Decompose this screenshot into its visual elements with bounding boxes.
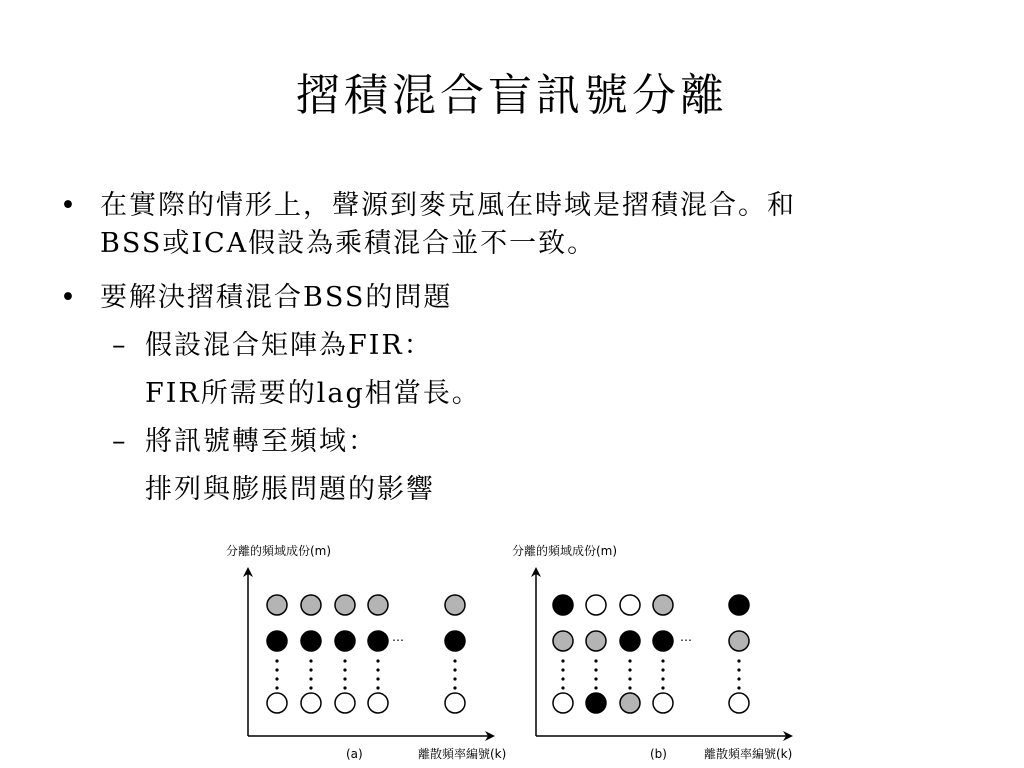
panel-b-y-axis-label: 分離的頻域成份(m) xyxy=(512,544,618,558)
panel-a-vdot-c1-1 xyxy=(309,668,312,671)
sub-bullet-marker: – xyxy=(112,426,126,457)
panel-a-vdot-c2-1 xyxy=(343,668,346,671)
panel-b-vdot-c3-2 xyxy=(661,677,664,680)
panel-a-vdot-c4-1 xyxy=(453,668,456,671)
sub-bullet-marker: – xyxy=(112,330,126,361)
panel-a-dot-r2-c2 xyxy=(335,693,355,713)
panel-b-vdot-c2-1 xyxy=(628,668,631,671)
panel-b-dot-r2-c4 xyxy=(729,693,749,713)
panel-b-vdot-c2-0 xyxy=(628,659,631,662)
panel-b-vdot-c3-3 xyxy=(661,686,664,689)
panel-a-vdot-c1-0 xyxy=(309,659,312,662)
panel-a-vdot-c2-3 xyxy=(343,686,346,689)
panel-b-vdot-c1-3 xyxy=(594,686,597,689)
panel-b-dot-r2-c3 xyxy=(653,693,673,713)
panel-a-dot-r1-c4 xyxy=(445,631,465,651)
panel-a-vdot-c2-2 xyxy=(343,677,346,680)
panel-b-dot-r1-c4 xyxy=(729,631,749,651)
panel-a-caption: (a) xyxy=(346,747,363,761)
bullet-marker: • xyxy=(60,190,76,221)
panel-a-dot-r0-c4 xyxy=(445,595,465,615)
panel-b-dot-r1-c1 xyxy=(586,631,606,651)
panel-b-dot-r2-c2 xyxy=(620,693,640,713)
frequency-permutation-diagram xyxy=(0,530,1024,768)
bullet-2-line-1: 要解決摺積混合BSS的問題 xyxy=(100,282,453,313)
panel-a-dot-r2-c0 xyxy=(267,693,287,713)
panel-b-vdot-c1-0 xyxy=(594,659,597,662)
panel-b-vdot-c4-0 xyxy=(737,659,740,662)
slide-title: 摺積混合盲訊號分離 xyxy=(296,70,728,121)
panel-a-dot-r0-c3 xyxy=(368,595,388,615)
panel-a-dot-r2-c4 xyxy=(445,693,465,713)
panel-b-dot-r0-c4 xyxy=(729,595,749,615)
panel-b-x-axis-label: 離散頻率編號(k) xyxy=(704,747,793,761)
sub-bullet-2-line-1: 將訊號轉至頻域： xyxy=(145,426,377,457)
panel-a-dot-r1-c3 xyxy=(368,631,388,651)
panel-b-dot-r2-c1 xyxy=(586,693,606,713)
panel-b-vdot-c4-1 xyxy=(737,668,740,671)
panel-b-dot-r0-c3 xyxy=(653,595,673,615)
panel-a-vdot-c4-3 xyxy=(453,686,456,689)
panel-a-vdot-c0-1 xyxy=(275,668,278,671)
panel-b-vdot-c3-0 xyxy=(661,659,664,662)
panel-a-vdot-c0-2 xyxy=(275,677,278,680)
panel-a-vdot-c1-3 xyxy=(309,686,312,689)
sub-bullet-1-line-1: 假設混合矩陣為FIR： xyxy=(145,330,433,361)
panel-a-dot-r2-c3 xyxy=(368,693,388,713)
panel-a-vdot-c1-2 xyxy=(309,677,312,680)
panel-b-dot-r1-c2 xyxy=(620,631,640,651)
panel-a-dot-r0-c2 xyxy=(335,595,355,615)
panel-a-vdot-c0-3 xyxy=(275,686,278,689)
panel-b-dots xyxy=(553,595,749,713)
panel-b-vdot-c0-1 xyxy=(561,668,564,671)
panel-b-dot-r1-c0 xyxy=(553,631,573,651)
panel-a xyxy=(226,543,506,761)
panel-b-vdot-c4-3 xyxy=(737,686,740,689)
panel-b-dot-r2-c0 xyxy=(553,693,573,713)
panel-a-y-axis-label: 分離的頻域成份(m) xyxy=(226,544,332,558)
panel-a-dots xyxy=(267,595,465,713)
panel-a-ellipsis: … xyxy=(392,630,404,644)
bullet-1-line-2: BSS或ICA假設為乘積混合並不一致。 xyxy=(100,228,597,259)
panel-a-vdot-c4-0 xyxy=(453,659,456,662)
panel-a-dot-r1-c1 xyxy=(301,631,321,651)
panel-b-vdot-c4-2 xyxy=(737,677,740,680)
bullet-marker: • xyxy=(60,282,76,313)
panel-a-vdot-c3-1 xyxy=(376,668,379,671)
panel-a-x-axis-label: 離散頻率編號(k) xyxy=(418,747,507,761)
panel-a-vdot-c0-0 xyxy=(275,659,278,662)
panel-a-dot-r1-c2 xyxy=(335,631,355,651)
panel-a-vdot-c2-0 xyxy=(343,659,346,662)
panel-a-dot-r1-c0 xyxy=(267,631,287,651)
panel-b-dot-r1-c3 xyxy=(653,631,673,651)
panel-b-vdot-c2-2 xyxy=(628,677,631,680)
panel-a-dot-r0-c0 xyxy=(267,595,287,615)
panel-a-dot-r2-c1 xyxy=(301,693,321,713)
sub-bullet-2-line-2: 排列與膨脹問題的影響 xyxy=(145,474,435,505)
panel-b-caption: (b) xyxy=(650,747,667,761)
panel-b-dot-r0-c1 xyxy=(586,595,606,615)
bullet-1-line-1: 在實際的情形上，聲源到麥克風在時域是摺積混合。和 xyxy=(100,190,796,221)
panel-a-dot-r0-c1 xyxy=(301,595,321,615)
sub-bullet-1-line-2: FIR所需要的lag相當長。 xyxy=(145,378,481,409)
panel-b-vdot-c0-2 xyxy=(561,677,564,680)
panel-b-vdot-c2-3 xyxy=(628,686,631,689)
panel-a-vdot-c4-2 xyxy=(453,677,456,680)
panel-a-vdot-c3-3 xyxy=(376,686,379,689)
panel-b-ellipsis: … xyxy=(680,630,692,644)
panel-b-vdot-c1-2 xyxy=(594,677,597,680)
panel-a-vdot-c3-0 xyxy=(376,659,379,662)
panel-b-vdot-c3-1 xyxy=(661,668,664,671)
panel-b xyxy=(512,543,792,761)
panel-a-vdot-c3-2 xyxy=(376,677,379,680)
panel-b-vdot-c1-1 xyxy=(594,668,597,671)
panel-b-dot-r0-c0 xyxy=(553,595,573,615)
panel-b-dot-r0-c2 xyxy=(620,595,640,615)
panel-b-vdot-c0-3 xyxy=(561,686,564,689)
panel-b-vdot-c0-0 xyxy=(561,659,564,662)
